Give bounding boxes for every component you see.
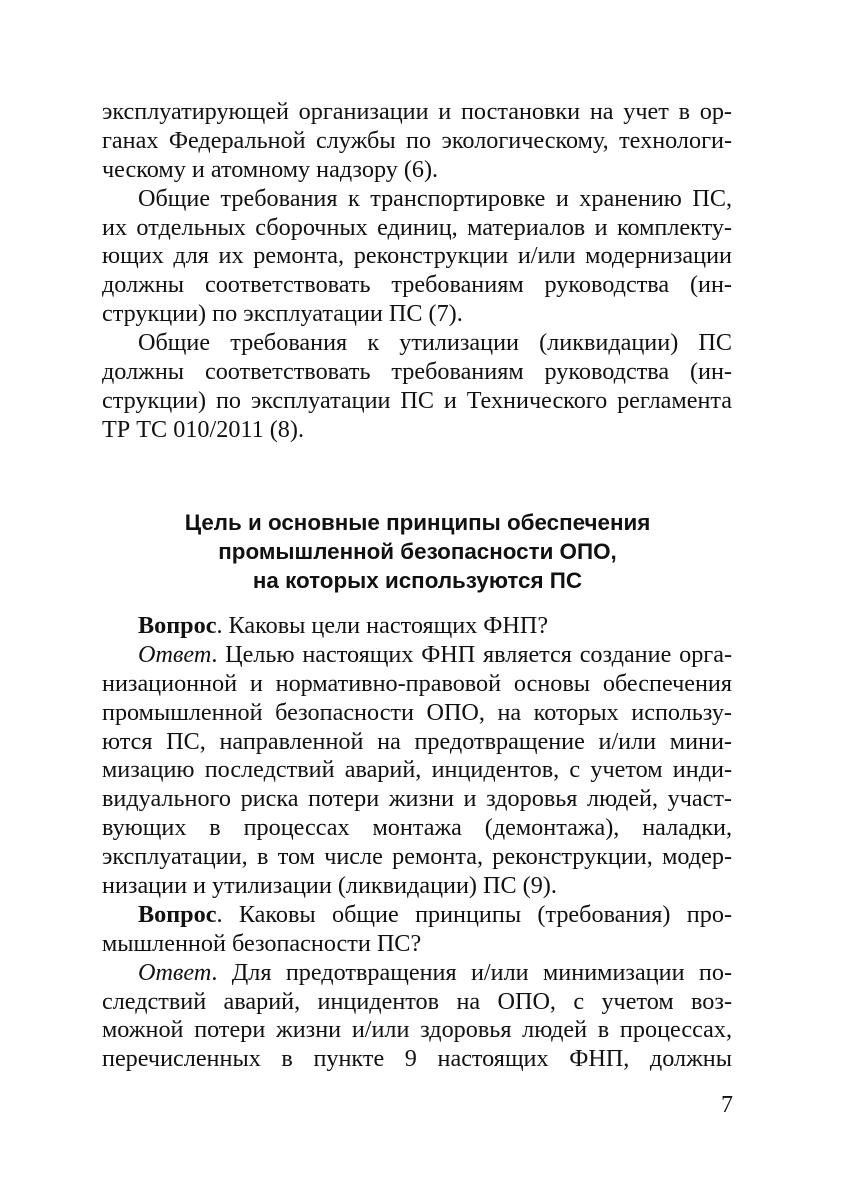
- text-line: промышленной безопасности ОПО, на которых использу-: [102, 698, 732, 726]
- answer-line: Ответ. Целью настоящих ФНП является создание орга-: [138, 640, 732, 668]
- text-line: вующих в процессах монтажа (демонтажа), наладки,: [102, 814, 732, 842]
- text-line: низации и утилизации (ликвидации) ПС (9).: [102, 872, 557, 900]
- text-line: мышленной безопасности ПС?: [102, 929, 422, 957]
- text-line: струкции) по эксплуатации ПС и Технического регламента: [102, 386, 732, 414]
- text-line: Общие требования к утилизации (ликвидации) ПС: [138, 329, 732, 357]
- answer-label: Ответ: [138, 640, 212, 668]
- text-line: перечисленных в пункте 9 настоящих ФНП, должны: [102, 1045, 732, 1073]
- text-line: Общие требования к транспортировке и хранению ПС,: [138, 184, 732, 212]
- page-number: 7: [721, 1092, 733, 1118]
- text-line: видуального риска потери жизни и здоровья людей, участ-: [102, 785, 732, 813]
- text-line: следствий аварий, инцидентов на ОПО, с учетом воз-: [102, 987, 732, 1015]
- intro-text-block: [102, 98, 732, 445]
- text-line: должны соответствовать требованиям руководства (ин-: [102, 271, 732, 299]
- text-line: ются ПС, направленной на предотвращение и/или мини-: [102, 727, 732, 755]
- text-line: их отдельных сборочных единиц, материалов и комплекту-: [102, 213, 732, 241]
- text-line: должны соответствовать требованиям руководства (ин-: [102, 358, 732, 386]
- question-line: Вопрос. Каковы общие принципы (требования) про-: [138, 900, 732, 928]
- section-heading: [60, 508, 775, 595]
- text-line: мизацию последствий аварий, инцидентов, с учетом инди-: [102, 756, 732, 784]
- question-line: Вопрос. Каковы цели настоящих ФНП?: [138, 612, 549, 639]
- heading-line: Цель и основные принципы обеспечения: [184, 510, 651, 535]
- text-line: ганах Федеральной службы по экологическому, технологи-: [102, 126, 732, 154]
- text-line: струкции) по эксплуатации ПС (7).: [102, 300, 463, 328]
- text-line: низационной и нормативно-правовой основы обеспечения: [102, 669, 732, 697]
- text-line: можной потери жизни и/или здоровья людей в процессах,: [102, 1016, 732, 1044]
- heading-line: на которых используются ПС: [252, 568, 583, 593]
- answer-label: Ответ: [138, 958, 212, 986]
- question-label: Вопрос: [138, 612, 217, 639]
- text-line: ющих для их ремонта, реконструкции и/или модернизации: [102, 242, 732, 270]
- text-line: эксплуатирующей организации и постановки на учет в ор-: [102, 98, 732, 125]
- text-line: ТР ТС 010/2011 (8).: [102, 415, 305, 443]
- question-label: Вопрос: [138, 900, 217, 928]
- text-line: эксплуатации, в том числе ремонта, реконструкции, модер-: [102, 843, 732, 871]
- qa-text-block: [102, 612, 732, 1074]
- heading-line: промышленной безопасности ОПО,: [218, 539, 617, 564]
- text-line: ческому и атомному надзору (6).: [102, 155, 439, 183]
- answer-line: Ответ. Для предотвращения и/или минимизации по-: [138, 958, 732, 986]
